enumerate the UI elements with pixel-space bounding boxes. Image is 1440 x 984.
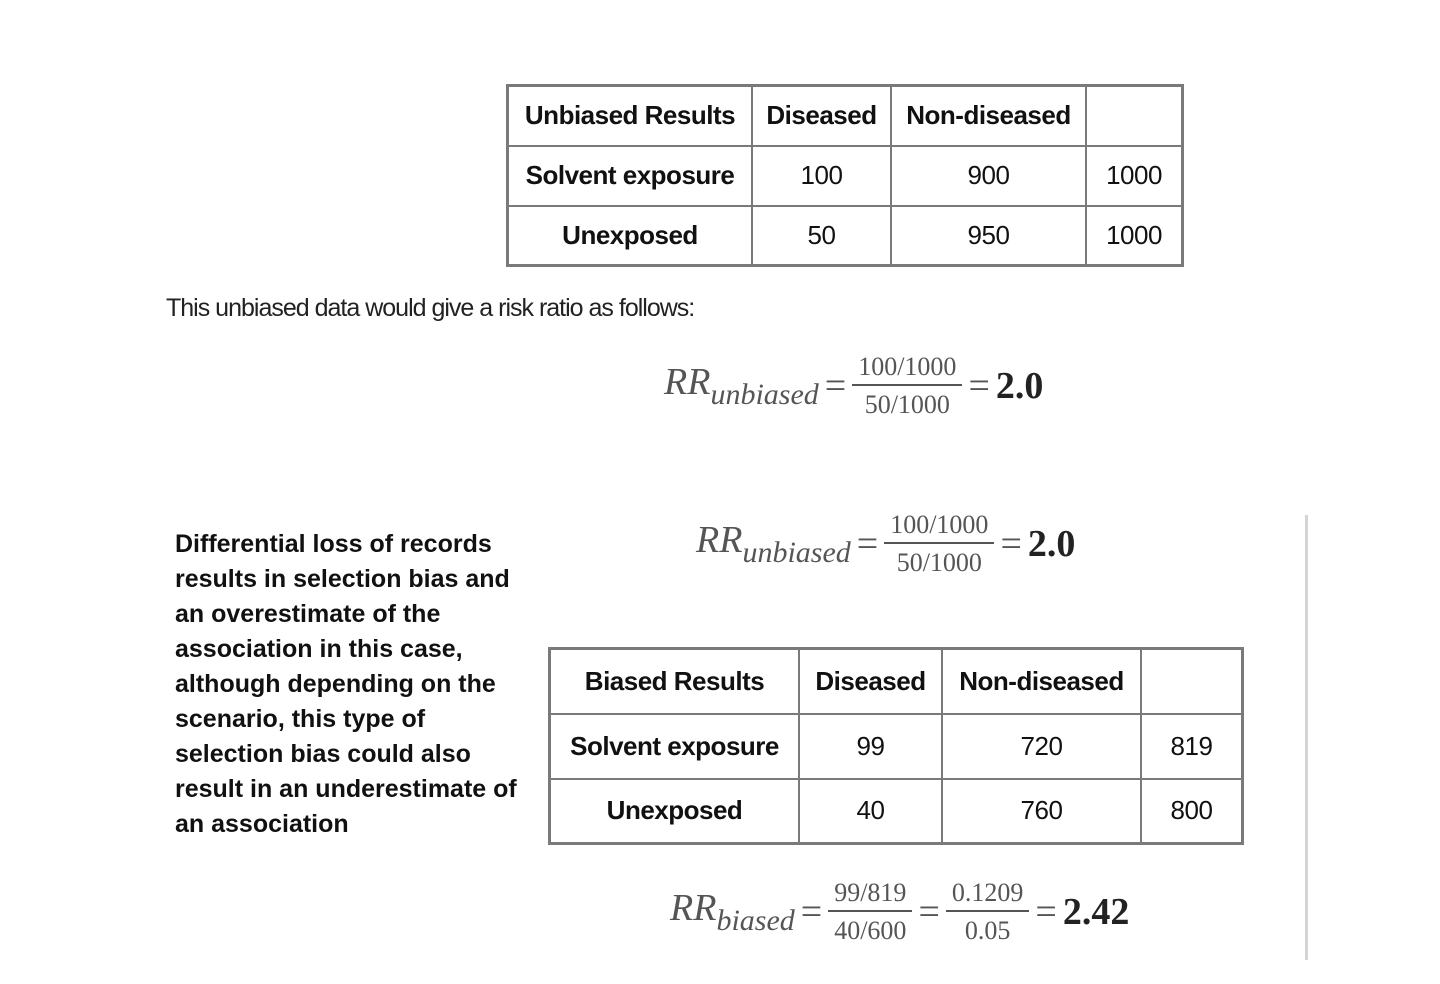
table-row: [508, 146, 1183, 206]
table-cell: 50: [752, 206, 891, 266]
table-header-cell: [1141, 649, 1243, 714]
row-label: Solvent exposure: [508, 146, 753, 206]
intro-text: This unbiased data would give a risk ratio as follows:: [166, 294, 695, 322]
table-cell: 40: [799, 779, 942, 844]
equation-variable: $RR_{unbiased}$: [696, 519, 851, 569]
unbiased-results-table: [506, 84, 1184, 267]
table-cell: 900: [891, 146, 1086, 206]
unbiased-risk-ratio-equation-repeat: [696, 510, 1075, 578]
table-cell: 720: [942, 714, 1141, 779]
table-header-cell: Non-diseased: [891, 86, 1086, 146]
equals-sign: =: [918, 891, 940, 933]
vertical-divider: [1305, 515, 1308, 960]
fraction: [852, 352, 962, 420]
denominator: 50/1000: [896, 548, 982, 577]
table-row: [550, 779, 1243, 844]
numerator: 100/1000: [852, 352, 962, 386]
table-cell: 800: [1141, 779, 1243, 844]
equation-result: 2.42: [1062, 891, 1130, 933]
table-header-cell: [1086, 86, 1183, 146]
equation-variable: $RR_{biased}$: [670, 887, 795, 937]
fraction: [946, 878, 1030, 946]
table-header-cell: Diseased: [752, 86, 891, 146]
equation-result: 2.0: [1027, 523, 1076, 565]
equals-sign: =: [1000, 523, 1022, 565]
table-header-cell: Biased Results: [550, 649, 800, 714]
biased-results-table: [548, 647, 1244, 845]
equation-result: 2.0: [995, 365, 1044, 407]
denominator: 50/1000: [864, 390, 950, 419]
table-cell: 760: [942, 779, 1141, 844]
table-header-cell: Unbiased Results: [508, 86, 753, 146]
equals-sign: =: [1035, 891, 1057, 933]
numerator: 0.1209: [946, 878, 1030, 912]
denominator: 0.05: [964, 916, 1011, 945]
unbiased-risk-ratio-equation: [664, 352, 1043, 420]
table-header-cell: Diseased: [799, 649, 942, 714]
row-label: Unexposed: [550, 779, 800, 844]
table-header-row: [550, 649, 1243, 714]
fraction: [828, 878, 912, 946]
table-cell: 100: [752, 146, 891, 206]
biased-risk-ratio-equation: [670, 878, 1129, 946]
table-cell: 950: [891, 206, 1086, 266]
equals-sign: =: [800, 891, 823, 933]
table-header-cell: Non-diseased: [942, 649, 1141, 714]
equation-variable: $RR_{unbiased}$: [664, 361, 819, 411]
table-row: [550, 714, 1243, 779]
numerator: 100/1000: [884, 510, 994, 544]
row-label: Unexposed: [508, 206, 753, 266]
equals-sign: =: [968, 365, 990, 407]
table-header-row: [508, 86, 1183, 146]
side-note: Differential loss of records results in selection bias and an overestimate of the association in this case, although depending on the scenario, this type of selection bias could also result in an underestimate of an association: [175, 530, 517, 838]
equals-sign: =: [824, 365, 847, 407]
table-cell: 819: [1141, 714, 1243, 779]
table-row: [508, 206, 1183, 266]
denominator: 40/600: [834, 916, 907, 945]
fraction: [884, 510, 994, 578]
numerator: 99/819: [828, 878, 912, 912]
table-cell: 1000: [1086, 206, 1183, 266]
table-cell: 99: [799, 714, 942, 779]
row-label: Solvent exposure: [550, 714, 800, 779]
equals-sign: =: [856, 523, 879, 565]
table-cell: 1000: [1086, 146, 1183, 206]
